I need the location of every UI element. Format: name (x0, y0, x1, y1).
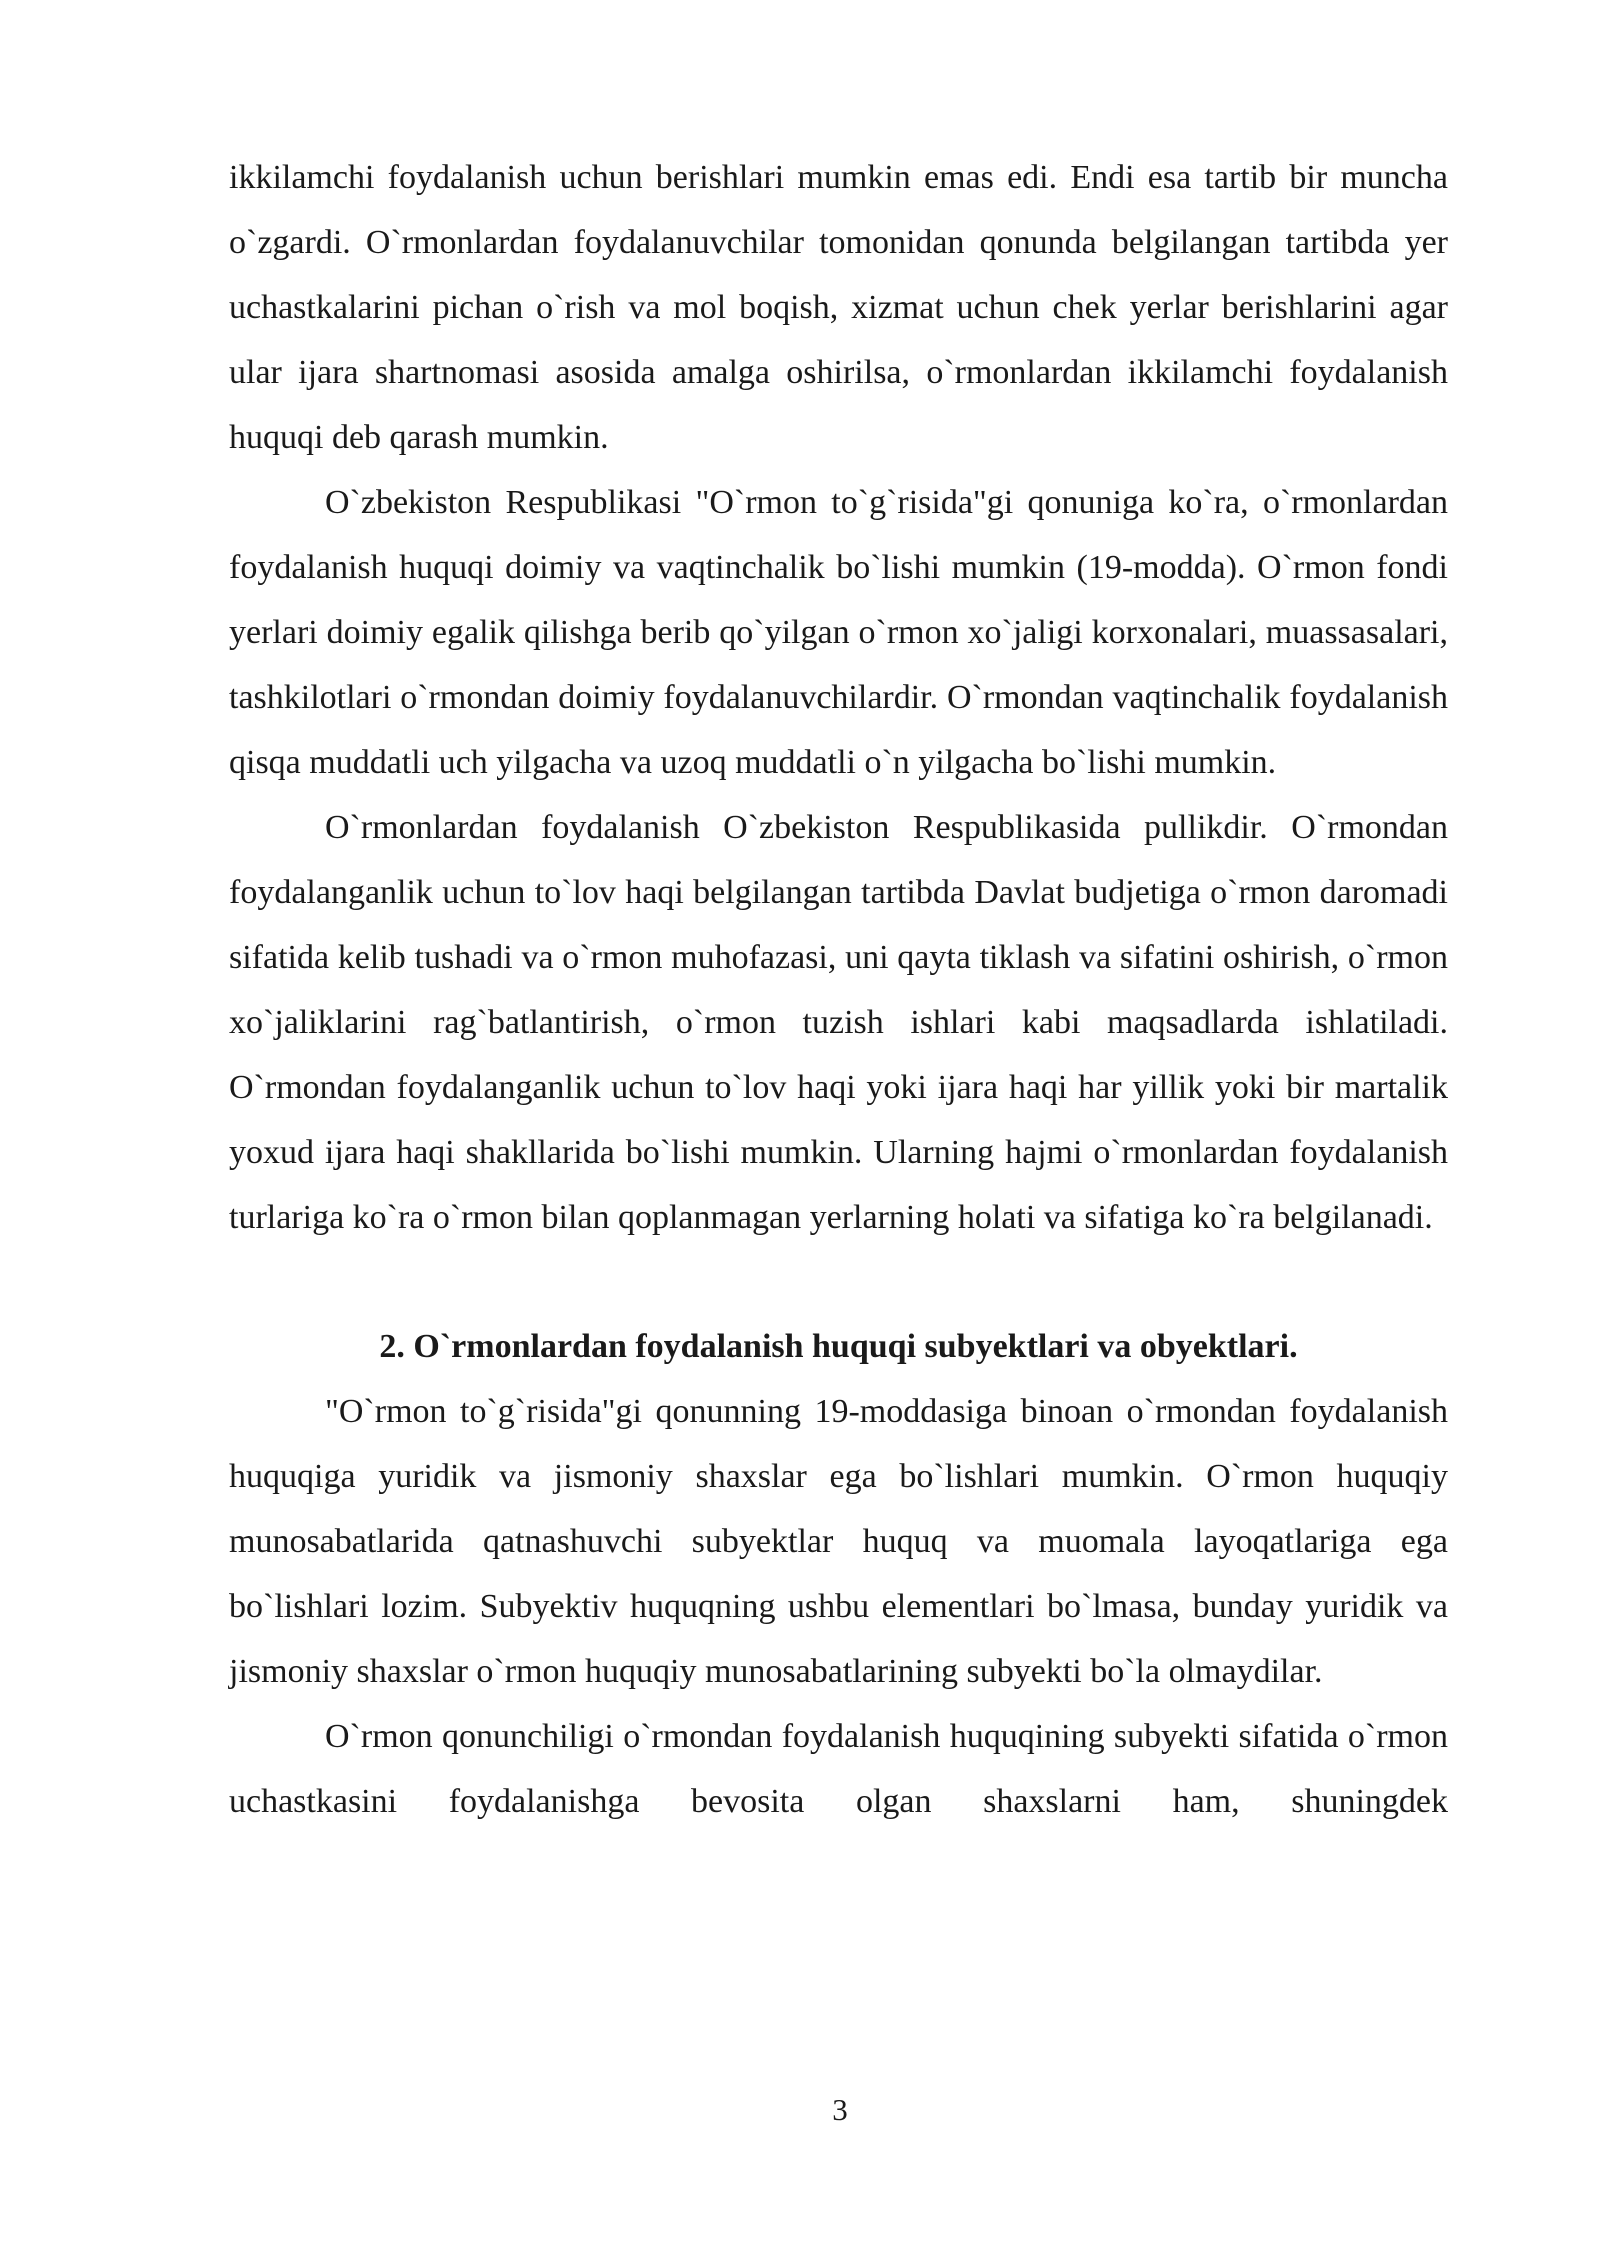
paragraph: O`rmonlardan foydalanish O`zbekiston Respublikasida pullikdir. O`rmondan foydalanganlik uchun to`lov haqi belgilangan tartibda Davlat budjetiga o`rmon daromadi sifatida kelib tushadi va o`rmon muhofazasi, uni qayta tiklash va sifatini oshirish, o`rmon xo`jaliklarini rag`batlantirish, o`rmon tuzish ishlari kabi maqsadlarda ishlatiladi. O`rmondan foydalanganlik uchun to`lov haqi yoki ijara haqi har yillik yoki bir martalik yoxud ijara haqi shakllarida bo`lishi mumkin. Ularning hajmi o`rmonlardan foydalanish turlariga ko`ra o`rmon bilan qoplanmagan yerlarning holati va sifatiga ko`ra belgilanadi. (229, 809, 1448, 1236)
paragraph: O`zbekiston Respublikasi "O`rmon to`g`risida"gi qonuniga ko`ra, o`rmonlardan foydalanish huquqi doimiy va vaqtinchalik bo`lishi mumkin (19-modda). O`rmon fondi yerlari doimiy egalik qilishga berib qo`yilgan o`rmon xo`jaligi korxonalari, muassasalari, tashkilotlari o`rmondan doimiy foydalanuvchilardir. O`rmondan vaqtinchalik foydalanish qisqa muddatli uch yilgacha va uzoq muddatli o`n yilgacha bo`lishi mumkin. (229, 484, 1448, 781)
paragraph: ikkilamchi foydalanish uchun berishlari mumkin emas edi. Endi esa tartib bir muncha o`zgardi. O`rmonlardan foydalanuvchilar tomonidan qonunda belgilangan tartibda yer uchastkalarini pichan o`rish va mol boqish, xizmat uchun chek yerlar berishlarini agar ular ijara shartnomasi asosida amalga oshirilsa, o`rmonlardan ikkilamchi foydalanish huquqi deb qarash mumkin. (229, 159, 1448, 456)
page-content (229, 145, 1448, 1834)
page-number: 3 (832, 2092, 848, 2127)
paragraph: O`rmon qonunchiligi o`rmondan foydalanish huquqining subyekti sifatida o`rmon uchastkasini foydalanishga bevosita olgan shaxslarni ham, shuningdek (229, 1718, 1448, 1820)
paragraph: "O`rmon to`g`risida"gi qonunning 19-moddasiga binoan o`rmondan foydalanish huquqiga yuridik va jismoniy shaxslar ega bo`lishlari mumkin. O`rmon huquqiy munosabatlarida qatnashuvchi subyektlar huquq va muomala layoqatlariga ega bo`lishlari lozim. Subyektiv huquqning ushbu elementlari bo`lmasa, bunday yuridik va jismoniy shaxslar o`rmon huquqiy munosabatlarining subyekti bo`la olmaydilar. (229, 1393, 1448, 1690)
section-heading: 2. O`rmonlardan foydalanish huquqi subyektlari va obyektlari. (379, 1328, 1298, 1365)
